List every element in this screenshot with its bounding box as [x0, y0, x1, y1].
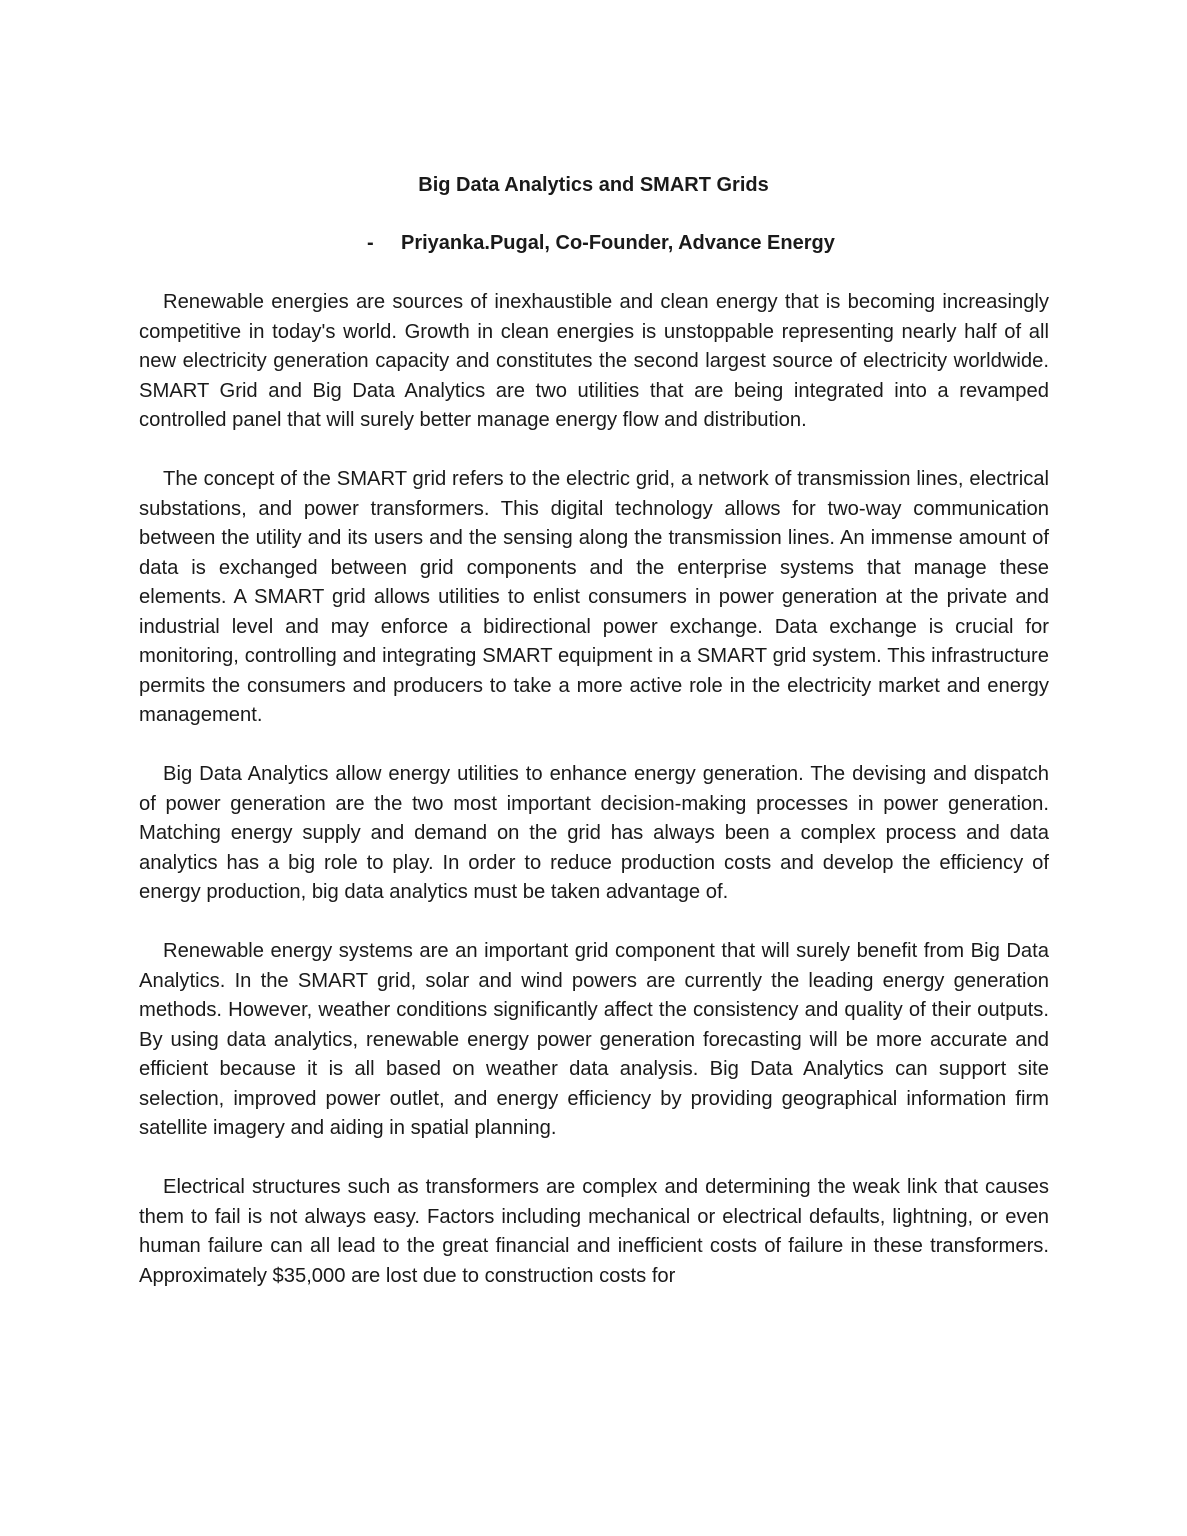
document-body	[139, 288, 1049, 1321]
paragraph-big-data-analytics: Big Data Analytics allow energy utilities to enhance energy generation. The devising and dispatch of power generation are the two most important decision-making processes in power generation. Matching energy supply and demand on the grid has always been a complex process and data analytics has a big role to play. In order to reduce production costs and develop the efficiency of energy production, big data analytics must be taken advantage of.	[139, 763, 1049, 903]
byline-text: Priyanka.Pugal, Co-Founder, Advance Energy	[401, 232, 835, 254]
document-title: Big Data Analytics and SMART Grids	[418, 174, 769, 196]
paragraph-renewable-energies: Renewable energies are sources of inexhaustible and clean energy that is becoming increasingly competitive in today's world. Growth in clean energies is unstoppable representing nearly half of all new electricity generation capacity and constitutes the second largest source of electricity worldwide. SMART Grid and Big Data Analytics are two utilities that are being integrated into a revamped controlled panel that will surely better manage energy flow and distribution.	[139, 291, 1049, 431]
byline-dash: -	[367, 232, 374, 254]
paragraph-smart-grid-concept: The concept of the SMART grid refers to the electric grid, a network of transmission lines, electrical substations, and power transformers. This digital technology allows for two-way communication between the utility and its users and the sensing along the transmission lines. An immense amount of data is exchanged between grid components and the enterprise systems that manage these elements. A SMART grid allows utilities to enlist consumers in power generation at the private and industrial level and may enforce a bidirectional power exchange. Data exchange is crucial for monitoring, controlling and integrating SMART equipment in a SMART grid system. This infrastructure permits the consumers and producers to take a more active role in the electricity market and energy management.	[139, 468, 1049, 726]
paragraph-electrical-structures: Electrical structures such as transformers are complex and determining the weak link that causes them to fail is not always easy. Factors including mechanical or electrical defaults, lightning, or even human failure can all lead to the great financial and inefficient costs of failure in these transformers. Approximately $35,000 are lost due to construction costs for	[139, 1176, 1049, 1287]
paragraph-renewable-systems: Renewable energy systems are an important grid component that will surely benefit from Big Data Analytics. In the SMART grid, solar and wind powers are currently the leading energy generation methods. However, weather conditions significantly affect the consistency and quality of their outputs. By using data analytics, renewable energy power generation forecasting will be more accurate and efficient because it is all based on weather data analysis. Big Data Analytics can support site selection, improved power outlet, and energy efficiency by providing geographical information firm satellite imagery and aiding in spatial planning.	[139, 940, 1049, 1139]
author-byline	[367, 230, 835, 256]
